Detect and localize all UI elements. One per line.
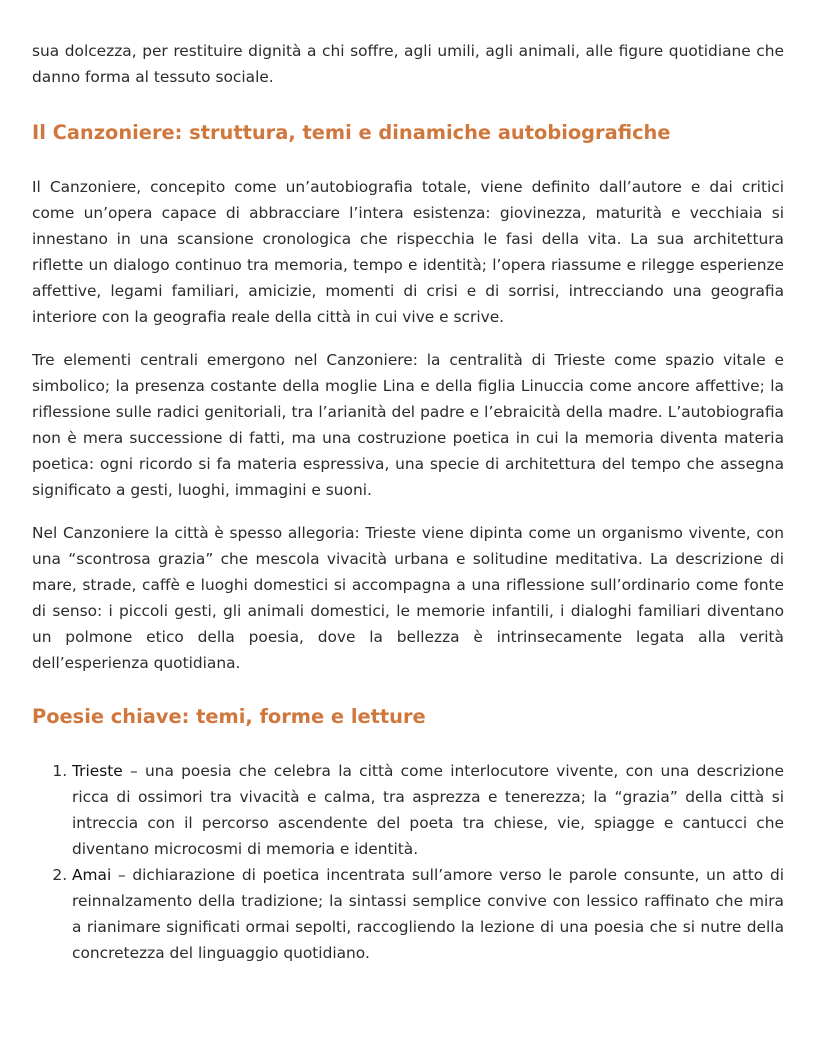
poem-description: – dichiarazione di poetica incentrata sull’amore verso le parole consunte, un atto di reinnalzamento della tradizione; la sintassi semplice convive con lessico raffinato che mira a rianimare significati ormai sepolti, raccogliendo la lezione di una poesia che si nutre della concretezza del linguaggio quotidiano. (72, 866, 784, 962)
list-item (72, 758, 784, 862)
paragraph-elementi-centrali: Tre elementi centrali emergono nel Canzoniere: la centralità di Trieste come spazio vitale e simbolico; la presenza costante della moglie Lina e della figlia Linuccia come ancore affettive; la riflessione sulle radici genitoriali, tra l’arianità del padre e l’ebraicità della madre. L’autobiografia non è mera successione di fatti, ma una costruzione poetica in cui la memoria diventa materia poetica: ogni ricordo si fa materia espressiva, una specie di architettura del tempo che assegna significato a gesti, luoghi, immagini e suoni. (32, 351, 784, 499)
intro-paragraph: sua dolcezza, per restituire dignità a chi soffre, agli umili, agli animali, alle figure quotidiane che danno forma al tessuto sociale. (32, 42, 784, 86)
paragraph-citta-allegoria: Nel Canzoniere la città è spesso allegoria: Trieste viene dipinta come un organismo vivente, con una “scontrosa grazia” che mescola vivacità urbana e solitudine meditativa. La descrizione di mare, strade, caffè e luoghi domestici si accompagna a una riflessione sull’ordinario come fonte di senso: i piccoli gesti, gli animali domestici, le memorie infantili, i dialoghi familiari diventano un polmone etico della poesia, dove la bellezza è intrinsecamente legata alla verità dell’esperienza quotidiana. (32, 524, 784, 672)
list-item (72, 862, 784, 966)
poem-description: – una poesia che celebra la città come interlocutore vivente, con una descrizione ricca di ossimori tra vivacità e calma, tra asprezza e tenerezza; la “grazia” della città si intreccia con il percorso ascendente del poeta tra chiese, vie, spiagge e cantucci che diventano microcosmi di memoria e identità. (72, 762, 784, 858)
poem-title: Trieste (72, 762, 123, 780)
paragraph-autobiografia: Il Canzoniere, concepito come un’autobiografia totale, viene definito dall’autore e dai critici come un’opera capace di abbracciare l’intera esistenza: giovinezza, maturità e vecchiaia si innestano in una scansione cronologica che rispecchia le fasi della vita. La sua architettura riflette un dialogo continuo tra memoria, tempo e identità; l’opera riassume e rilegge esperienze affettive, legami familiari, amicizie, momenti di crisi e di sorrisi, intrecciando una geografia interiore con la geografia reale della città in cui vive e scrive. (32, 178, 784, 326)
poem-title: Amai (72, 866, 112, 884)
section-heading-poesie-chiave: Poesie chiave: temi, forme e letture (32, 705, 426, 728)
section-heading-canzoniere: Il Canzoniere: struttura, temi e dinamiche autobiografiche (32, 121, 671, 144)
poems-list (32, 758, 784, 966)
